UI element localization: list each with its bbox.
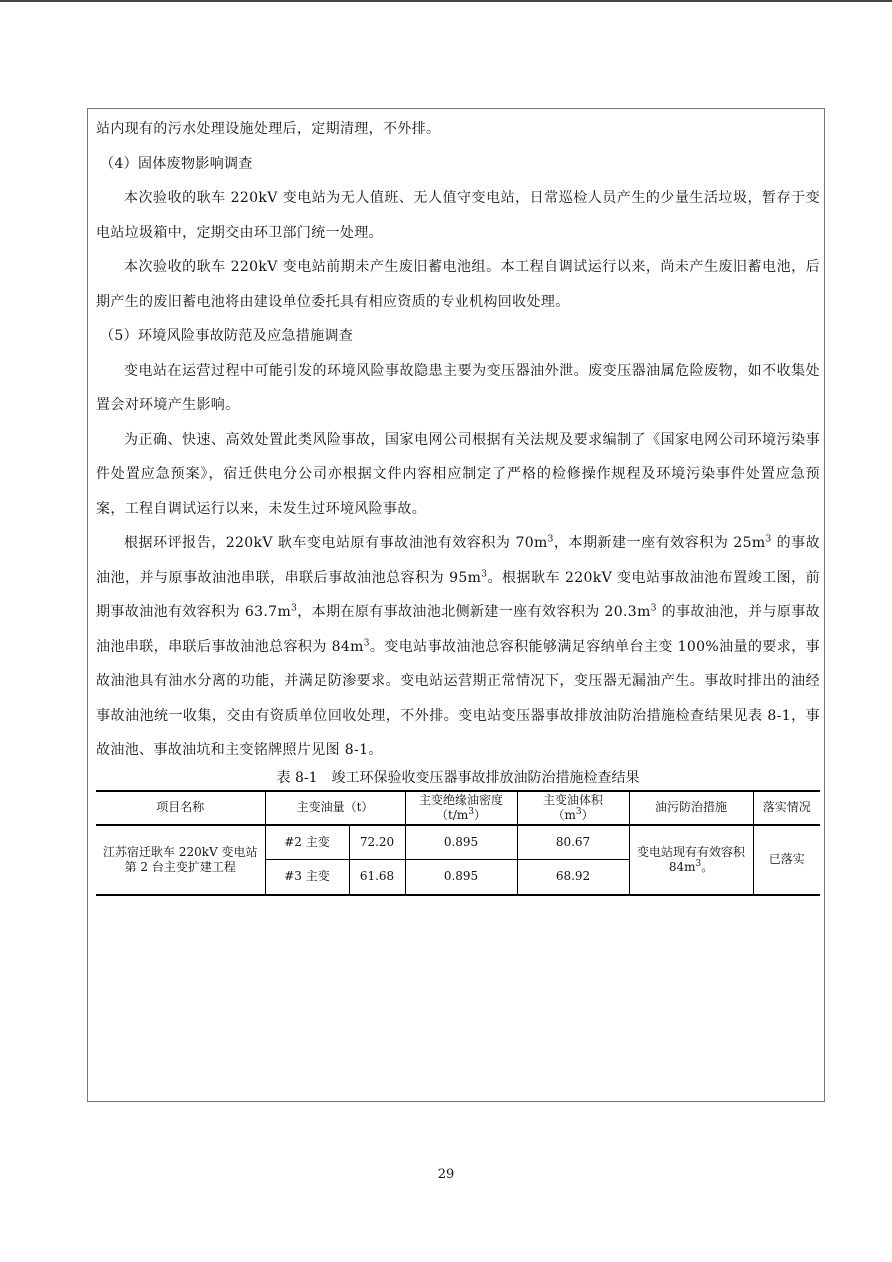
superscript: 3 (765, 534, 772, 545)
table-row (96, 825, 820, 860)
paragraph-oil-pool (96, 526, 820, 768)
header-volume-unit-close: ） (581, 807, 594, 822)
superscript: 3 (650, 603, 657, 614)
header-density-label: 主变绝缘油密度 (419, 792, 504, 807)
document-body (96, 112, 820, 896)
oil-pool-text-4: 。根据耿车 220kV 变电站事故油池布置竣工图，前期事故油池有效容积为 63.7m (96, 569, 820, 620)
paragraph-oil-leak-risk: 变电站在运营过程中可能引发的环境风险事故隐患主要为变压器油外泄。废变压器油属危险废物，如不收集处置会对环境产生影响。 (96, 362, 820, 413)
header-project-name: 项目名称 (96, 791, 265, 825)
cell-transformer: #3 主变 (265, 860, 349, 895)
measures-text: 变电站现有有效容积 84m (637, 844, 746, 874)
table-header-row (96, 791, 820, 825)
oil-pool-text-7: 。变电站事故油池总容积能够满足容纳单台主变 100%油量的要求，事故油池具有油水分离的功能，并满足防渗要求。变电站运营期正常情况下，变压器无漏油产生。事故时排出的油经事故油池统一收集，交由有资质单位回收处理，不外排。变电站变压器事故排放油防治措施检查结果见表 8-1，事故油池、事故油坑和主变铭牌照片见图 8-1。 (96, 638, 820, 758)
header-density-unit-close: ） (474, 807, 487, 822)
oil-pool-text-2: ，本期新建一座有效容积为 25m (553, 535, 766, 551)
section-heading-environmental-risk: （5）环境风险事故防范及应急措施调查 (100, 328, 354, 344)
superscript: 3 (468, 806, 474, 817)
superscript: 3 (481, 568, 488, 579)
oil-pool-text-6: 的事故油池，并与原事故油池串联，串联后事故油池总容积为 84m (96, 604, 821, 655)
cell-project-name: 江苏宿迁耿车 220kV 变电站第 2 台主变扩建工程 (96, 825, 265, 895)
cell-prevention-measures (629, 825, 753, 895)
cell-transformer: #2 主变 (265, 825, 349, 860)
superscript: 3 (575, 806, 582, 817)
paragraph-domestic-waste: 本次验收的耿车 220kV 变电站为无人值班、无人值守变电站，日常巡检人员产生的少量生活垃圾，暂存于变电站垃圾箱中，定期交由环卫部门统一处理。 (96, 190, 820, 241)
page-top-rule (0, 0, 892, 2)
header-implementation-status: 落实情况 (753, 791, 820, 825)
superscript: 3 (695, 858, 702, 869)
cell-oil-quantity: 61.68 (349, 860, 405, 895)
superscript: 3 (547, 534, 554, 545)
paragraph-emergency-plan: 为正确、快速、高效处置此类风险事故，国家电网公司根据有关法规及要求编制了《国家电网公司环境污染事件处置应急预案》，宿迁供电分公司亦根据文件内容相应制定了严格的检修操作规程及环境污染事件处置应急预案，工程自调试运行以来，未发生过环境风险事故。 (96, 431, 820, 517)
page-number: 29 (437, 1167, 455, 1182)
paragraph-batteries: 本次验收的耿车 220kV 变电站前期未产生废旧蓄电池组。本工程自调试运行以来，尚未产生废旧蓄电池，后期产生的废旧蓄电池将由建设单位委托具有相应资质的专业机构回收处理。 (96, 259, 820, 310)
cell-oil-volume: 80.67 (517, 825, 629, 860)
cell-oil-volume: 68.92 (517, 860, 629, 895)
cell-implementation-status: 已落实 (753, 825, 820, 895)
oil-pool-text-1: 根据环评报告，220kV 耿车变电站原有事故油池有效容积为 70m (124, 535, 548, 551)
oil-pool-text-3: 的事故油池，并与原事故油池串联，串联后事故油池总容积为 95m (96, 535, 820, 586)
superscript: 3 (363, 637, 370, 648)
cell-oil-quantity: 72.20 (349, 825, 405, 860)
table-caption: 表 8-1 竣工环保验收变压器事故排放油防治措施检查结果 (276, 769, 640, 786)
cell-oil-density: 0.895 (405, 825, 517, 860)
superscript: 3 (291, 603, 298, 614)
measures-text-end: 。 (701, 859, 714, 874)
oil-prevention-table (96, 790, 820, 896)
header-oil-quantity: 主变油量（t） (265, 791, 405, 825)
paragraph-wastewater: 站内现有的污水处理设施处理后，定期清理，不外排。 (96, 121, 441, 137)
header-volume-label: 主变油体积 (543, 792, 604, 807)
header-density-unit: （t/m (436, 807, 469, 822)
oil-pool-text-5: ，本期在原有事故油池北侧新建一座有效容积为 20.3m (297, 604, 651, 620)
cell-oil-density: 0.895 (405, 860, 517, 895)
section-heading-solid-waste: （4）固体废物影响调查 (100, 155, 253, 172)
header-prevention-measures: 油污防治措施 (629, 791, 753, 825)
header-oil-volume (517, 791, 629, 825)
header-oil-density (405, 791, 517, 825)
header-volume-unit: （m (552, 807, 576, 822)
